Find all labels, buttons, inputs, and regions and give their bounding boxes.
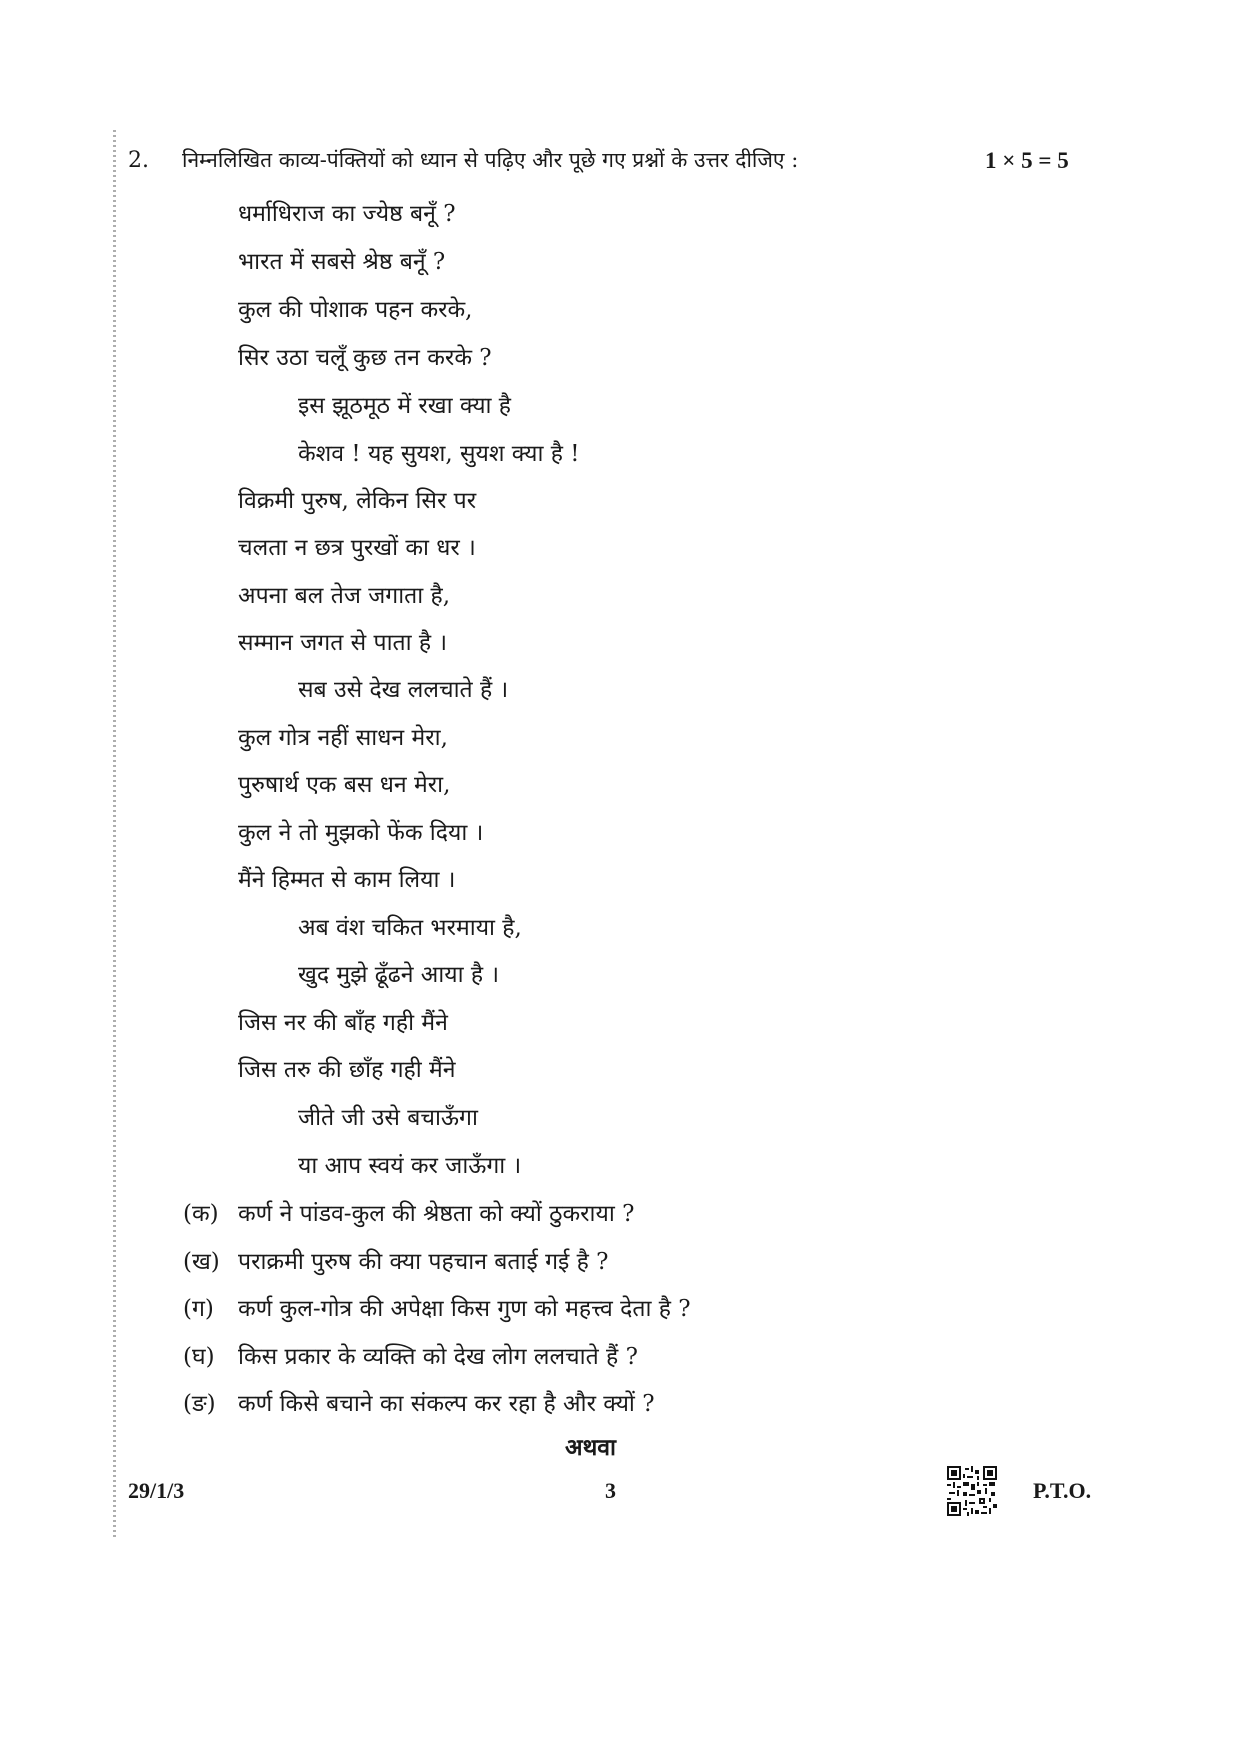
subquestion-label: (ख)	[183, 1249, 220, 1275]
pto-label: P.T.O.	[1033, 1478, 1092, 1503]
poem-line: कुल की पोशाक पहन करके,	[238, 297, 473, 323]
question-number: 2.	[128, 148, 149, 173]
poem-line: जीते जी उसे बचाऊँगा	[298, 1105, 478, 1131]
poem-line: पुरुषार्थ एक बस धन मेरा,	[238, 772, 451, 798]
poem-line: खुद मुझे ढूँढने आया है ।	[298, 962, 500, 988]
question-instruction: निम्नलिखित काव्य-पंक्तियों को ध्यान से पढ़िए और पूछे गए प्रश्नों के उत्तर दीजिए :	[182, 148, 799, 172]
subquestion-text: कर्ण किसे बचाने का संकल्प कर रहा है और क्यों ?	[238, 1391, 655, 1417]
subquestion-label: (ग)	[183, 1296, 214, 1322]
poem-line: जिस नर की बाँह गही मैंने	[238, 1010, 448, 1036]
poem-line: चलता न छत्र पुरखों का धर ।	[238, 535, 476, 561]
subquestion-text: कर्ण ने पांडव-कुल की श्रेष्ठता को क्यों ठुकराया ?	[238, 1201, 635, 1227]
subquestion-text: पराक्रमी पुरुष की क्या पहचान बताई गई है ?	[238, 1249, 609, 1275]
subquestion-label: (क)	[183, 1201, 219, 1227]
subquestion-text: किस प्रकार के व्यक्ति को देख लोग ललचाते हैं ?	[238, 1344, 638, 1370]
subquestion-ga	[183, 1291, 691, 1323]
subquestion-text: कर्ण कुल-गोत्र की अपेक्षा किस गुण को महत्त्व देता है ?	[238, 1296, 691, 1322]
poem-line: मैंने हिम्मत से काम लिया ।	[238, 867, 456, 893]
poem-line: इस झूठमूठ में रखा क्या है	[298, 393, 512, 419]
margin-dotted-strip	[113, 130, 116, 1540]
poem-line: अब वंश चकित भरमाया है,	[298, 915, 522, 941]
poem-line: केशव ! यह सुयश, सुयश क्या है !	[298, 441, 580, 467]
poem-line: सब उसे देख ललचाते हैं ।	[298, 677, 509, 703]
qr-code-icon	[947, 1466, 997, 1516]
subquestion-label: (ङ)	[183, 1391, 216, 1417]
poem-line: जिस तरु की छाँह गही मैंने	[238, 1057, 456, 1083]
poem-line: या आप स्वयं कर जाऊँगा ।	[298, 1153, 522, 1179]
subquestion-label: (घ)	[183, 1344, 215, 1370]
subquestion-ka	[183, 1196, 634, 1228]
athva-heading: अथवा	[565, 1434, 617, 1461]
poem-line: कुल ने तो मुझको फेंक दिया ।	[238, 820, 484, 846]
poem-line: कुल गोत्र नहीं साधन मेरा,	[238, 725, 448, 751]
page-number: 3	[605, 1478, 616, 1503]
paper-code: 29/1/3	[128, 1478, 185, 1503]
subquestion-kha	[183, 1244, 609, 1276]
poem-line: विक्रमी पुरुष, लेकिन सिर पर	[238, 488, 477, 514]
question-marks: 1 × 5 = 5	[985, 148, 1069, 173]
subquestion-gha	[183, 1339, 638, 1371]
poem-line: सम्मान जगत से पाता है ।	[238, 630, 448, 656]
poem-line: सिर उठा चलूँ कुछ तन करके ?	[238, 345, 492, 371]
poem-line: अपना बल तेज जगाता है,	[238, 583, 451, 609]
subquestion-nga	[183, 1386, 655, 1418]
poem-line: भारत में सबसे श्रेष्ठ बनूँ ?	[238, 249, 446, 275]
poem-line: धर्माधिराज का ज्येष्ठ बनूँ ?	[238, 201, 456, 227]
